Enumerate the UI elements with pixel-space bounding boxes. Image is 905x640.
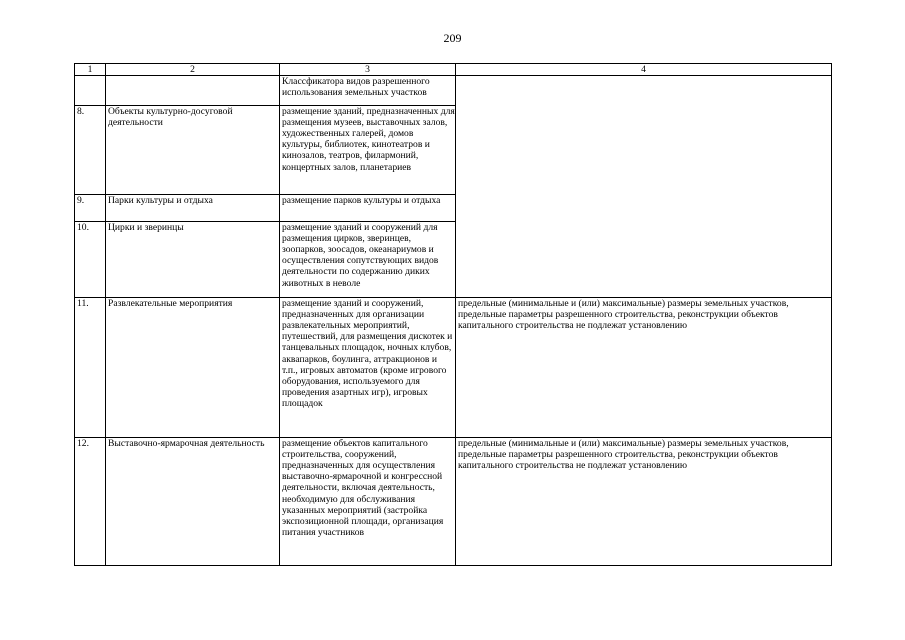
column-number-row	[75, 64, 832, 76]
use-name-cell	[106, 76, 280, 106]
row-number-cell: 10.	[75, 222, 106, 298]
description-cell: размещение парков культуры и отдыха	[280, 195, 456, 222]
description-cell: размещение зданий, предназначенных для размещения музеев, выставочных залов, художественных галерей, домов культуры, библиотек, кинотеатров и кинозалов, театров, филармоний, концертных залов, планетариев	[280, 106, 456, 195]
header-cell: 1	[75, 64, 106, 76]
header-cell: 3	[280, 64, 456, 76]
description-cell: размещение зданий и сооружений, предназначенных для организации развлекательных мероприятий, путешествий, для размещения дискотек и танцевальных площадок, ночных клубов, аквапарков, боулинга, аттракционов и т.п., игровых автоматов (кроме игрового оборудования, используемого для проведения азартных игр), игровых площадок	[280, 298, 456, 438]
header-cell: 2	[106, 64, 280, 76]
use-name-cell: Развлекательные мероприятия	[106, 298, 280, 438]
header-cell: 4	[456, 64, 832, 76]
continuation-row	[75, 76, 832, 106]
description-cell: Классфикатора видов разрешенного использования земельных участков	[280, 76, 456, 106]
use-name-cell: Объекты культурно-досуговой деятельности	[106, 106, 280, 195]
table-row	[75, 298, 832, 438]
row-number-cell: 9.	[75, 195, 106, 222]
description-cell: размещение объектов капитального строительства, сооружений, предназначенных для осуществления выставочно-ярмарочной и конгрессной деятельности, включая деятельность, необходимую для обслуживания указанных мероприятий (застройка экспозиционной площади, организация питания участников	[280, 438, 456, 566]
use-name-cell: Парки культуры и отдыха	[106, 195, 280, 222]
row-number-cell	[75, 76, 106, 106]
use-name-cell: Выставочно-ярмарочная деятельность	[106, 438, 280, 566]
params-cell: предельные (минимальные и (или) максимальные) размеры земельных участков, предельные параметры разрешенного строительства, реконструкции объектов капитального строительства не подлежат установлению	[456, 438, 832, 566]
row-number-cell: 11.	[75, 298, 106, 438]
use-name-cell: Цирки и зверинцы	[106, 222, 280, 298]
description-cell: размещение зданий и сооружений для размещения цирков, зверинцев, зоопарков, зоосадов, океанариумов и осуществления сопутствующих видов деятельности по содержанию диких животных в неволе	[280, 222, 456, 298]
params-cell: предельные (минимальные и (или) максимальные) размеры земельных участков, предельные параметры разрешенного строительства, реконструкции объектов капитального строительства не подлежат установлению	[456, 298, 832, 438]
params-cell	[456, 76, 832, 298]
page-number: 209	[443, 31, 462, 45]
land-use-table	[74, 63, 832, 566]
row-number-cell: 12.	[75, 438, 106, 566]
table-row	[75, 438, 832, 566]
row-number-cell: 8.	[75, 106, 106, 195]
